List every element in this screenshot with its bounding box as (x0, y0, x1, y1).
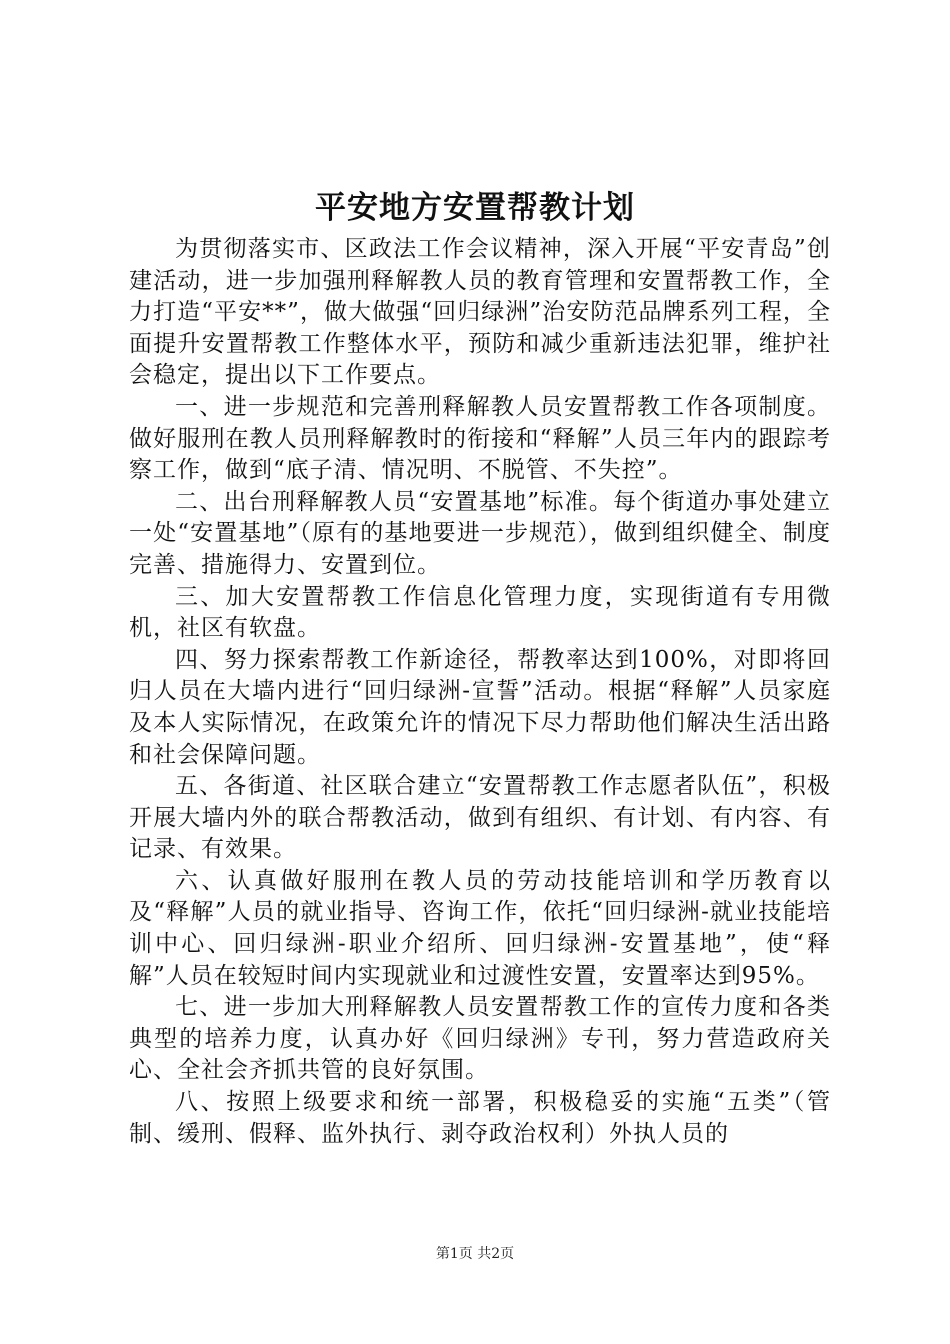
paragraph-item-8: 八、按照上级要求和统一部署，积极稳妥的实施“五类”（管制、缓刑、假释、监外执行、剥夺政治权利）外执人员的 (129, 1089, 831, 1147)
paragraph-item-7: 七、进一步加大刑释解教人员安置帮教工作的宣传力度和各类典型的培养力度，认真办好《回归绿洲》专刊，努力营造政府关心、全社会齐抓共管的良好氛围。 (129, 994, 831, 1084)
document-body (129, 234, 831, 1150)
paragraph-item-4: 四、努力探索帮教工作新途径，帮教率达到100%，对即将回归人员在大墙内进行“回归绿洲-宣誓”活动。根据“释解”人员家庭及本人实际情况，在政策允许的情况下尽力帮助他们解决生活出路和社会保障问题。 (129, 646, 831, 768)
paragraph-item-6: 六、认真做好服刑在教人员的劳动技能培训和学历教育以及“释解”人员的就业指导、咨询工作，依托“回归绿洲-就业技能培训中心、回归绿洲-职业介绍所、回归绿洲-安置基地”，使“释解”人员在较短时间内实现就业和过渡性安置，安置率达到95%。 (129, 867, 831, 989)
paragraph-item-2: 二、出台刑释解教人员“安置基地”标准。每个街道办事处建立一处“安置基地”（原有的基地要进一步规范），做到组织健全、制度完善、措施得力、安置到位。 (129, 488, 831, 578)
paragraph-item-3: 三、加大安置帮教工作信息化管理力度，实现街道有专用微机，社区有软盘。 (129, 583, 831, 642)
document-title: 平安地方安置帮教计划 (315, 190, 635, 226)
page-footer: 第1页 共2页 (435, 1246, 515, 1262)
paragraph-item-1: 一、进一步规范和完善刑释解教人员安置帮教工作各项制度。做好服刑在教人员刑释解教时的衔接和“释解”人员三年内的跟踪考察工作，做到“底子清、情况明、不脱管、不失控”。 (129, 393, 831, 484)
paragraph-intro: 为贯彻落实市、区政法工作会议精神，深入开展“平安青岛”创建活动，进一步加强刑释解教人员的教育管理和安置帮教工作，全力打造“平安**”，做大做强“回归绿洲”治安防范品牌系列工程，全面提升安置帮教工作整体水平，预防和减少重新违法犯罪，维护社会稳定，提出以下工作要点。 (129, 236, 831, 389)
paragraph-item-5: 五、各街道、社区联合建立“安置帮教工作志愿者队伍”，积极开展大墙内外的联合帮教活动，做到有组织、有计划、有内容、有记录、有效果。 (129, 773, 831, 863)
